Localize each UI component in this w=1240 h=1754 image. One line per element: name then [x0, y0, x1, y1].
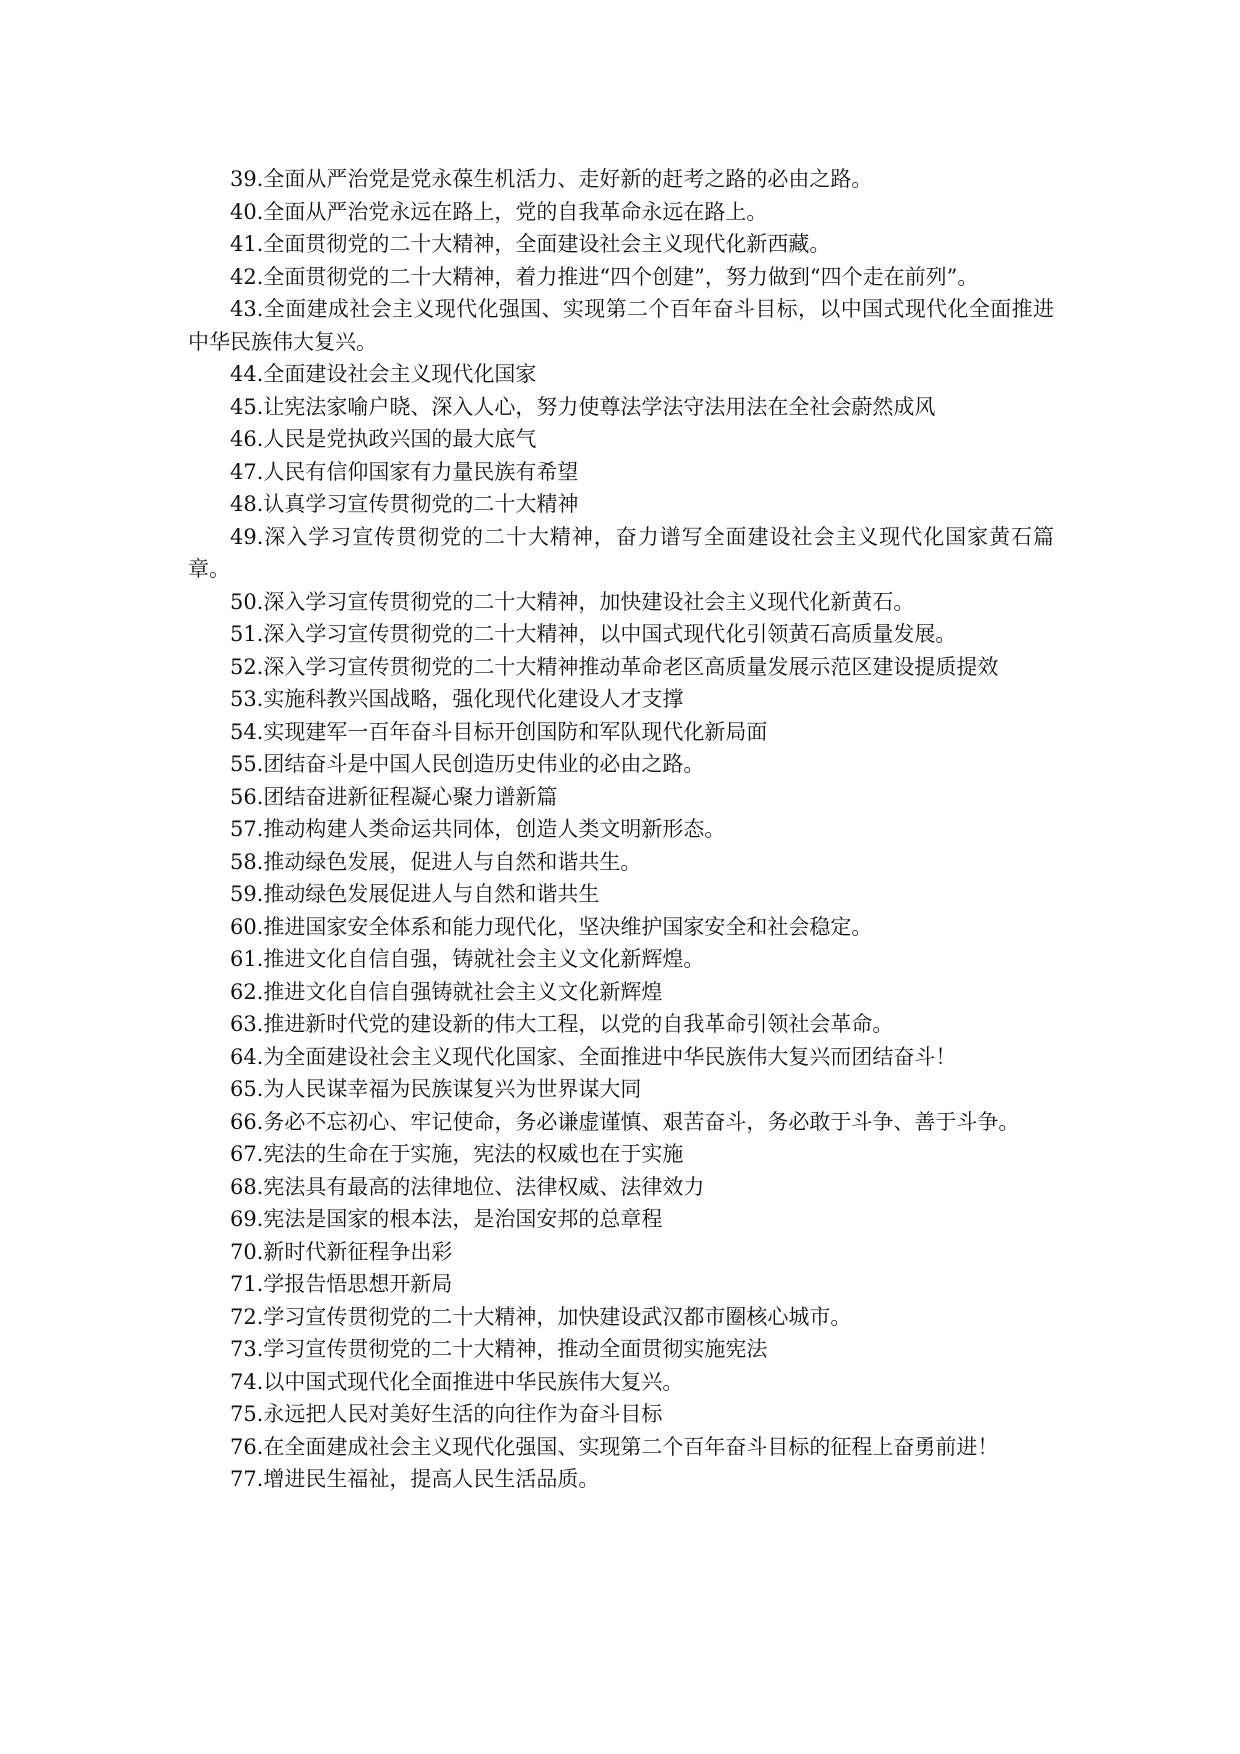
- item-text: 深入学习宣传贯彻党的二十大精神推动革命老区高质量发展示范区建设提质提效: [263, 654, 999, 679]
- list-item: [188, 456, 1054, 489]
- list-item: [188, 878, 1054, 911]
- list-item: [188, 521, 1054, 586]
- item-text: 学习宣传贯彻党的二十大精神，推动全面贯彻实施宪法: [263, 1337, 768, 1361]
- item-number: 49.: [230, 524, 264, 549]
- list-item: [188, 228, 1054, 261]
- list-item: [188, 976, 1054, 1009]
- item-number: 43.: [230, 297, 264, 321]
- list-item: [188, 358, 1054, 391]
- item-number: 72.: [230, 1304, 264, 1329]
- list-item: [188, 1268, 1054, 1301]
- list-item: [188, 1203, 1054, 1236]
- item-number: 57.: [230, 817, 264, 841]
- item-text: 为全面建设社会主义现代化国家、全面推进中华民族伟大复兴而团结奋斗！: [263, 1044, 957, 1069]
- list-item: [188, 716, 1054, 749]
- item-text: 推动构建人类命运共同体，创造人类文明新形态。: [263, 817, 726, 841]
- item-number: 62.: [230, 979, 264, 1004]
- item-number: 65.: [230, 1077, 264, 1101]
- item-number: 69.: [230, 1207, 264, 1231]
- item-text: 团结奋进新征程凝心聚力谱新篇: [263, 784, 558, 809]
- item-text: 全面贯彻党的二十大精神，着力推进“四个创建”，努力做到“四个走在前列”。: [263, 264, 979, 289]
- item-text: 以中国式现代化全面推进中华民族伟大复兴。: [263, 1369, 684, 1394]
- item-number: 59.: [230, 882, 264, 906]
- item-text: 全面从严治党永远在路上，党的自我革命永远在路上。: [263, 199, 768, 224]
- item-number: 77.: [230, 1467, 264, 1491]
- item-number: 70.: [230, 1239, 264, 1264]
- item-text: 在全面建成社会主义现代化强国、实现第二个百年奋斗目标的征程上奋勇前进！: [263, 1434, 999, 1459]
- item-text: 全面建设社会主义现代化国家: [263, 362, 537, 386]
- list-item: [188, 781, 1054, 814]
- item-text: 推进新时代党的建设新的伟大工程，以党的自我革命引领社会革命。: [263, 1012, 894, 1036]
- list-item: [188, 163, 1054, 196]
- list-item: [188, 1041, 1054, 1074]
- item-text: 全面建成社会主义现代化强国、实现第二个百年奋斗目标，以中国式现代化全面推进中华民族伟大复兴。: [188, 297, 1054, 354]
- item-number: 46.: [230, 427, 264, 451]
- item-number: 41.: [230, 232, 264, 256]
- item-text: 推进文化自信自强，铸就社会主义文化新辉煌。: [263, 947, 705, 971]
- item-number: 44.: [230, 362, 264, 386]
- item-number: 55.: [230, 752, 264, 776]
- item-text: 人民是党执政兴国的最大底气: [263, 427, 537, 451]
- list-item: [188, 748, 1054, 781]
- item-text: 永远把人民对美好生活的向往作为奋斗目标: [263, 1402, 663, 1426]
- item-text: 宪法是国家的根本法，是治国安邦的总章程: [263, 1207, 663, 1231]
- item-text: 推进国家安全体系和能力现代化，坚决维护国家安全和社会稳定。: [263, 914, 873, 939]
- item-number: 66.: [230, 1109, 264, 1134]
- slogan-list: [188, 163, 1054, 1496]
- item-number: 42.: [230, 264, 264, 289]
- item-text: 人民有信仰国家有力量民族有希望: [263, 459, 579, 484]
- item-text: 新时代新征程争出彩: [263, 1239, 453, 1264]
- item-number: 73.: [230, 1337, 264, 1361]
- list-item: [188, 1008, 1054, 1041]
- item-text: 学报告悟思想开新局: [263, 1272, 453, 1296]
- item-number: 60.: [230, 914, 264, 939]
- list-item: [188, 1301, 1054, 1334]
- item-number: 63.: [230, 1012, 264, 1036]
- list-item: [188, 1333, 1054, 1366]
- item-number: 40.: [230, 199, 264, 224]
- item-number: 54.: [230, 719, 264, 744]
- item-number: 68.: [230, 1174, 264, 1199]
- item-text: 宪法的生命在于实施，宪法的权威也在于实施: [263, 1142, 684, 1166]
- list-item: [188, 943, 1054, 976]
- item-number: 76.: [230, 1434, 264, 1459]
- item-text: 推动绿色发展促进人与自然和谐共生: [263, 882, 600, 906]
- item-text: 务必不忘初心、牢记使命，务必谦虚谨慎、艰苦奋斗，务必敢于斗争、善于斗争。: [263, 1109, 1020, 1134]
- list-item: [188, 261, 1054, 294]
- item-number: 74.: [230, 1369, 264, 1394]
- list-item: [188, 1431, 1054, 1464]
- list-item: [188, 846, 1054, 879]
- item-text: 团结奋斗是中国人民创造历史伟业的必由之路。: [263, 752, 705, 776]
- item-text: 为人民谋幸福为民族谋复兴为世界谋大同: [263, 1077, 642, 1101]
- item-text: 实现建军一百年奋斗目标开创国防和军队现代化新局面: [263, 719, 768, 744]
- list-item: [188, 1398, 1054, 1431]
- item-text: 全面从严治党是党永葆生机活力、走好新的赶考之路的必由之路。: [263, 167, 873, 191]
- item-number: 58.: [230, 849, 264, 874]
- list-item: [188, 488, 1054, 521]
- list-item: [188, 1106, 1054, 1139]
- item-text: 推动绿色发展，促进人与自然和谐共生。: [263, 849, 642, 874]
- item-text: 推进文化自信自强铸就社会主义文化新辉煌: [263, 979, 663, 1004]
- list-item: [188, 1171, 1054, 1204]
- list-item: [188, 293, 1054, 358]
- item-number: 52.: [230, 654, 264, 679]
- item-number: 51.: [230, 622, 264, 646]
- list-item: [188, 1073, 1054, 1106]
- list-item: [188, 1138, 1054, 1171]
- item-text: 全面贯彻党的二十大精神，全面建设社会主义现代化新西藏。: [263, 232, 831, 256]
- list-item: [188, 1366, 1054, 1399]
- item-text: 深入学习宣传贯彻党的二十大精神，以中国式现代化引领黄石高质量发展。: [263, 622, 957, 646]
- list-item: [188, 1463, 1054, 1496]
- list-item: [188, 423, 1054, 456]
- item-number: 64.: [230, 1044, 264, 1069]
- item-number: 45.: [230, 394, 264, 419]
- item-text: 学习宣传贯彻党的二十大精神，加快建设武汉都市圈核心城市。: [263, 1304, 852, 1329]
- list-item: [188, 391, 1054, 424]
- item-text: 认真学习宣传贯彻党的二十大精神: [263, 492, 579, 516]
- list-item: [188, 651, 1054, 684]
- item-number: 47.: [230, 459, 264, 484]
- item-text: 让宪法家喻户晓、深入人心，努力使尊法学法守法用法在全社会蔚然成风: [263, 394, 936, 419]
- list-item: [188, 911, 1054, 944]
- list-item: [188, 813, 1054, 846]
- item-text: 增进民生福祉，提高人民生活品质。: [263, 1467, 600, 1491]
- item-number: 50.: [230, 589, 264, 614]
- list-item: [188, 618, 1054, 651]
- list-item: [188, 196, 1054, 229]
- item-text: 深入学习宣传贯彻党的二十大精神，奋力谱写全面建设社会主义现代化国家黄石篇章。: [188, 524, 1054, 581]
- item-number: 61.: [230, 947, 264, 971]
- item-number: 75.: [230, 1402, 264, 1426]
- item-number: 53.: [230, 687, 264, 711]
- item-text: 实施科教兴国战略，强化现代化建设人才支撑: [263, 687, 684, 711]
- item-number: 48.: [230, 492, 264, 516]
- item-number: 39.: [230, 167, 264, 191]
- item-number: 71.: [230, 1272, 264, 1296]
- list-item: [188, 586, 1054, 619]
- item-text: 宪法具有最高的法律地位、法律权威、法律效力: [263, 1174, 705, 1199]
- item-text: 深入学习宣传贯彻党的二十大精神，加快建设社会主义现代化新黄石。: [263, 589, 915, 614]
- list-item: [188, 683, 1054, 716]
- item-number: 56.: [230, 784, 264, 809]
- item-number: 67.: [230, 1142, 264, 1166]
- list-item: [188, 1236, 1054, 1269]
